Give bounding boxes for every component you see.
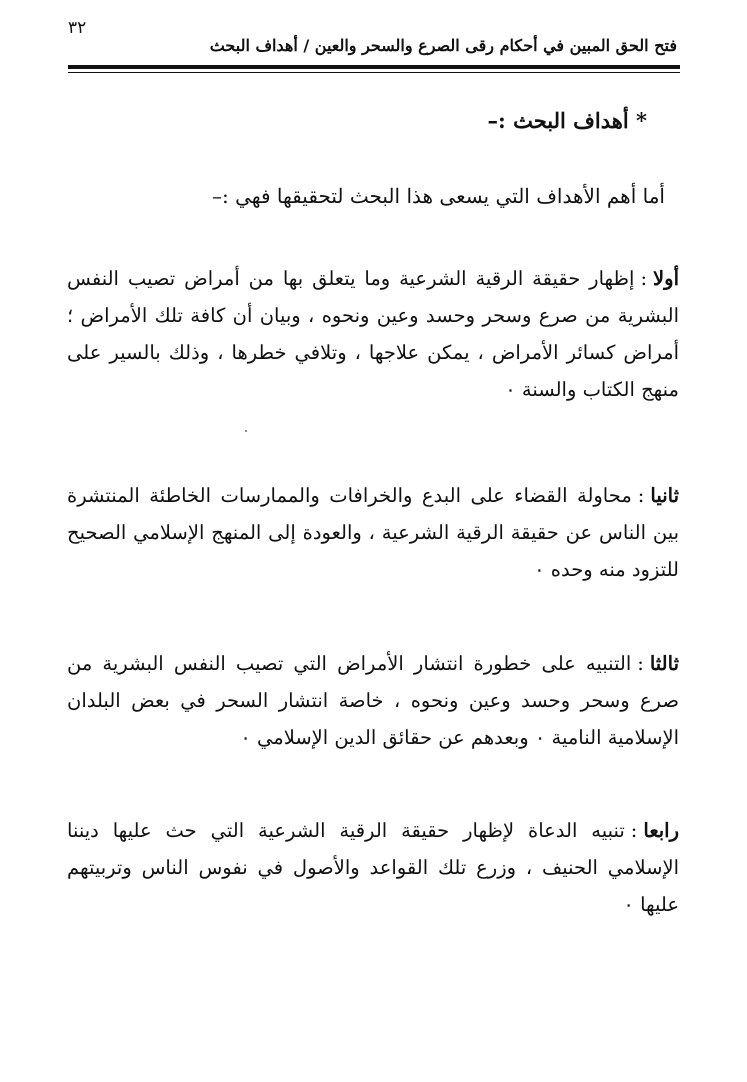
objective-separator: : <box>630 819 638 842</box>
objective-second <box>67 477 679 588</box>
objective-text: محاولة القضاء على البدع والخرافات والممارسات الخاطئة المنتشرة بين الناس عن حقيقة الرقية الشرعية ، والعودة إلى المنهج الإسلامي الصحيح للتزود منه وحده ٠ <box>67 484 679 581</box>
objective-fourth <box>67 812 679 923</box>
objective-separator: : <box>640 267 648 290</box>
section-heading: * أهداف البحث :– <box>487 108 647 133</box>
header-rule-thick <box>68 65 680 69</box>
objective-label: ثالثا <box>649 652 679 675</box>
objective-text: إظهار حقيقة الرقية الشرعية وما يتعلق بها من أمراض تصيب النفس البشرية من صرع وسحر وحسد وعين ونحوه ، وبيان أن كافة تلك الأمراض ؛ أمراض كسائر الأمراض ، يمكن علاجها ، وتلافي خطرها ، وذلك بالسير على منهج الكتاب والسنة ٠ <box>67 267 679 401</box>
objective-third <box>67 645 679 756</box>
objective-text: التنبيه على خطورة انتشار الأمراض التي تصيب النفس البشرية من صرع وسحر وحسد وعين ونحوه ، خاصة انتشار السحر في بعض البلدان الإسلامية النامية ٠ وبعدهم عن حقائق الدين الإسلامي ٠ <box>67 652 679 749</box>
header-rule-thin <box>68 72 680 73</box>
objective-text: تنبيه الدعاة لإظهار حقيقة الرقية الشرعية التي حث عليها ديننا الإسلامي الحنيف ، وزرع تلك القواعد والأصول في نفوس الناس وتربيتهم عليها ٠ <box>67 819 679 916</box>
running-header: فتح الحق المبين في أحكام رقى الصرع والسحر والعين / أهداف البحث <box>209 36 677 55</box>
objective-separator: : <box>637 484 645 507</box>
objective-label: أولا <box>653 267 679 290</box>
objective-separator: : <box>637 652 644 675</box>
page-number: ٣٢ <box>68 18 87 38</box>
objective-label: رابعا <box>643 819 679 842</box>
intro-paragraph: أما أهم الأهداف التي يسعى هذا البحث لتحقيقها فهي :– <box>211 184 665 208</box>
objective-first <box>67 260 679 408</box>
objective-label: ثانيا <box>650 484 679 507</box>
scan-speck <box>245 430 247 432</box>
